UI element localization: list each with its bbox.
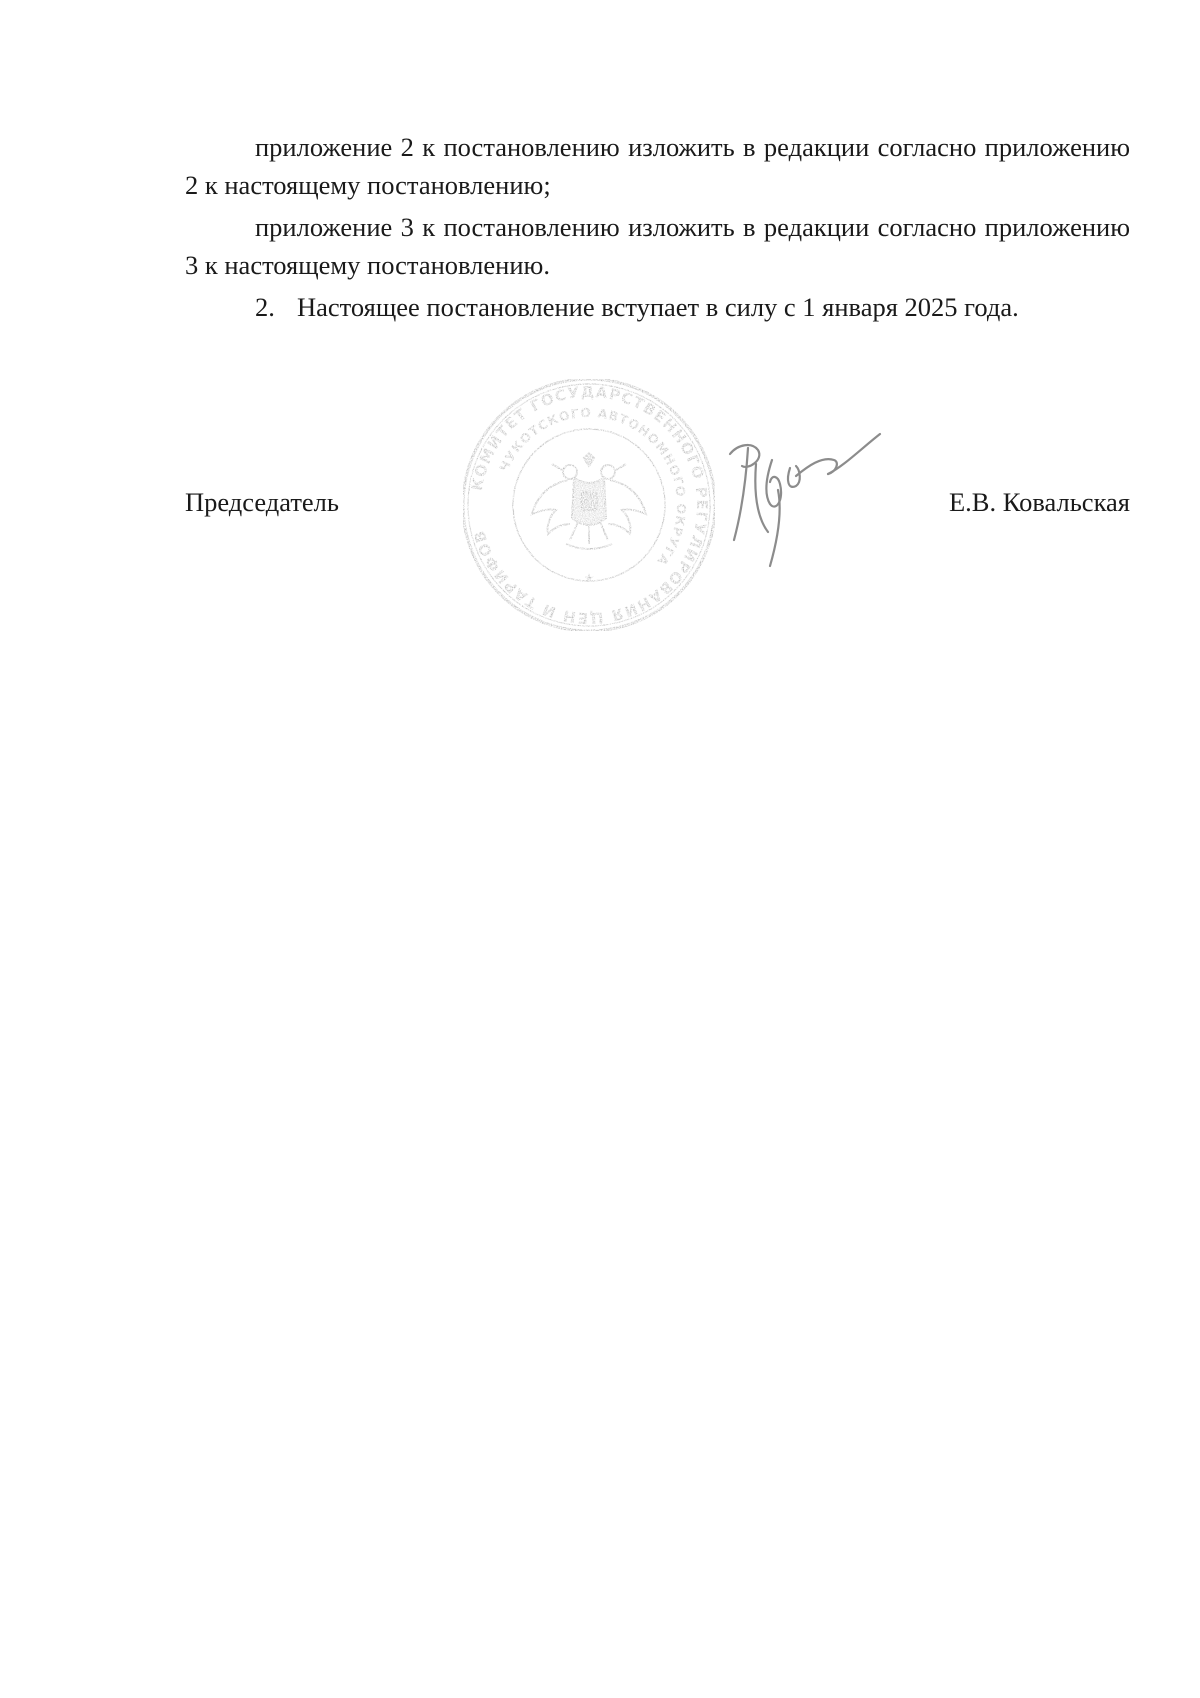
- signer-name: Е.В. Ковальская: [949, 487, 1130, 517]
- paragraph-text: приложение 2 к постановлению изложить в редакции согласно приложению 2 к настоящему постановлению;: [185, 132, 1130, 200]
- paragraph-effective-date: [185, 288, 1130, 326]
- paragraph-appendix-3: [185, 208, 1130, 284]
- handwritten-signature: [712, 420, 882, 580]
- seal-star-icon: ★: [583, 571, 595, 585]
- seal-inner-text: ЧУКОТСКОГО АВТОНОМНОГО ОКРУГА: [496, 404, 690, 570]
- official-seal: [458, 374, 720, 636]
- paragraph-text: приложение 3 к постановлению изложить в редакции согласно приложению 3 к настоящему постановлению.: [185, 212, 1130, 280]
- document-body: [185, 128, 1130, 330]
- seal-outer-text: КОМИТЕТ ГОСУДАРСТВЕННОГО РЕГУЛИРОВАНИЯ ЦЕН И ТАРИФОВ: [467, 382, 712, 628]
- signer-title: Председатель: [185, 487, 339, 517]
- paragraph-number: 2.: [255, 292, 275, 322]
- paragraph-appendix-2: [185, 128, 1130, 204]
- double-headed-eagle-icon: [532, 453, 646, 549]
- paragraph-text: Настоящее постановление вступает в силу с 1 января 2025 года.: [297, 292, 1019, 322]
